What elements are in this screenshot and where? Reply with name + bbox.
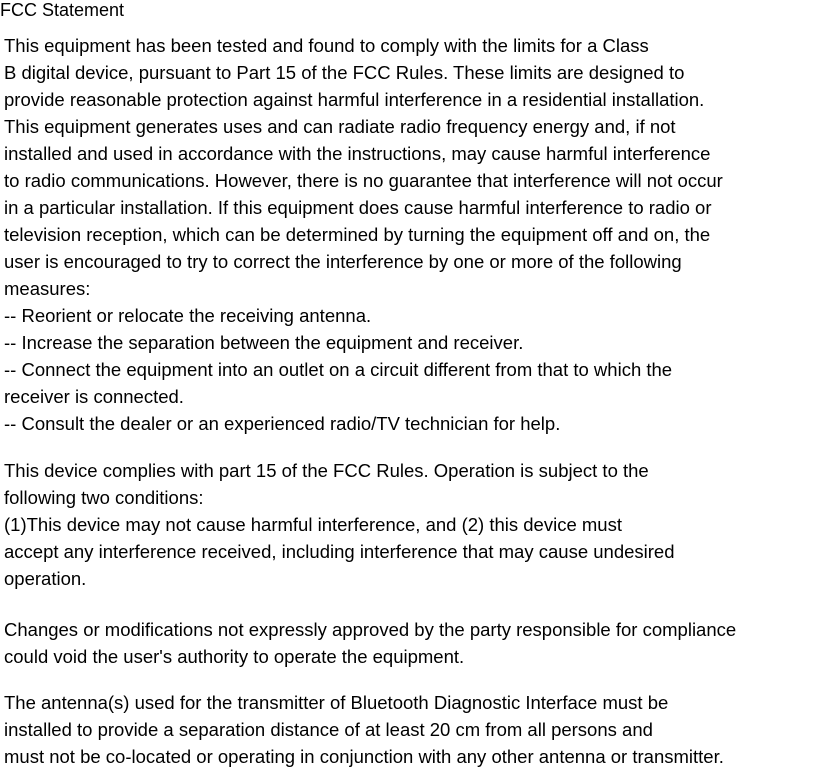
- text-line: Changes or modifications not expressly approved by the party responsible for compliance: [4, 619, 737, 640]
- text-line: must not be co-located or operating in conjunction with any other antenna or transmitter.: [4, 746, 724, 767]
- text-line: (1)This device may not cause harmful interference, and (2) this device must: [4, 514, 622, 535]
- text-line: This equipment generates uses and can radiate radio frequency energy and, if not: [4, 116, 676, 137]
- text-line: installed to provide a separation distance of at least 20 cm from all persons and: [4, 719, 653, 740]
- text-line: user is encouraged to try to correct the interference by one or more of the following: [4, 251, 682, 272]
- text-line: This device complies with part 15 of the FCC Rules. Operation is subject to the: [4, 460, 649, 481]
- text-line: television reception, which can be determined by turning the equipment off and on, the: [4, 224, 711, 245]
- text-line: -- Increase the separation between the equipment and receiver.: [4, 332, 524, 353]
- fcc-statement-heading: FCC Statement: [0, 0, 125, 20]
- text-line: in a particular installation. If this equipment does cause harmful interference to radio or: [4, 197, 712, 218]
- text-line: -- Consult the dealer or an experienced radio/TV technician for help.: [4, 413, 561, 434]
- text-line: B digital device, pursuant to Part 15 of the FCC Rules. These limits are designed to: [4, 62, 685, 83]
- text-line: accept any interference received, including interference that may cause undesired: [4, 541, 675, 562]
- text-line: operation.: [4, 568, 87, 589]
- text-line: This equipment has been tested and found to comply with the limits for a Class: [4, 35, 649, 56]
- text-line: measures:: [4, 278, 91, 299]
- text-line: The antenna(s) used for the transmitter of Bluetooth Diagnostic Interface must be: [4, 692, 669, 713]
- text-line: could void the user's authority to operate the equipment.: [4, 646, 465, 667]
- text-line: following two conditions:: [4, 487, 204, 508]
- text-line: receiver is connected.: [4, 386, 184, 407]
- text-line: installed and used in accordance with the instructions, may cause harmful interference: [4, 143, 711, 164]
- text-line: -- Reorient or relocate the receiving antenna.: [4, 305, 372, 326]
- text-line: to radio communications. However, there is no guarantee that interference will not occur: [4, 170, 723, 191]
- text-line: -- Connect the equipment into an outlet on a circuit different from that to which the: [4, 359, 673, 380]
- text-line: provide reasonable protection against harmful interference in a residential installation.: [4, 89, 705, 110]
